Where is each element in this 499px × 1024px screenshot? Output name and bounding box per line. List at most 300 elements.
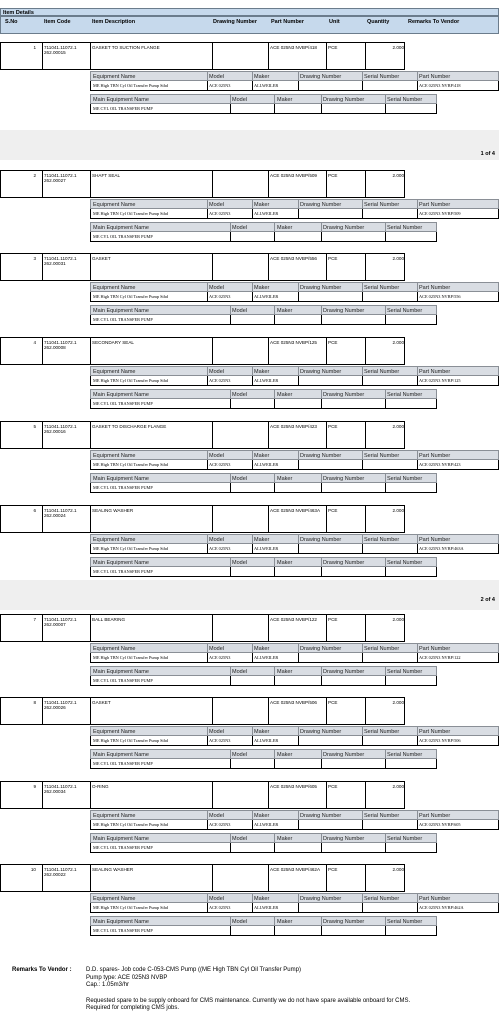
cell-divider xyxy=(42,43,43,69)
sub-header-drawing-number: Drawing Number xyxy=(300,285,342,291)
sub-header-drawing-number: Drawing Number xyxy=(300,369,342,375)
cell-divider xyxy=(417,644,418,652)
cell-divider xyxy=(385,834,386,842)
main-equipment-values xyxy=(90,483,437,493)
remarks-line: Requested spare to be supply onboard for CMS maintenance. Currently we do not have spare available onboard for CMS. xyxy=(86,998,411,1004)
item-row xyxy=(0,614,405,642)
sub-header-maker: Maker xyxy=(277,476,293,482)
cell-divider xyxy=(326,865,327,891)
equipment-part-number: ACE 025N3 NVBP/423 xyxy=(419,462,461,467)
sub-header-serial-number: Serial Number xyxy=(364,537,400,543)
sub-header-main-equipment-name: Main Equipment Name xyxy=(93,836,149,842)
sub-header-serial-number: Serial Number xyxy=(387,308,423,314)
main-equipment-header xyxy=(90,94,437,104)
cell-divider xyxy=(207,200,208,208)
cell-divider xyxy=(365,338,366,364)
cell-divider xyxy=(274,676,275,685)
sub-header-model: Model xyxy=(232,836,247,842)
cell-divider xyxy=(385,390,386,398)
cell-divider xyxy=(212,615,213,641)
main-equipment-name: ME CYL OIL TRANSFER PUMP xyxy=(93,845,153,850)
cell-divider xyxy=(326,422,327,448)
cell-divider xyxy=(326,698,327,724)
item-sno: 5 xyxy=(33,424,36,429)
cell-divider xyxy=(385,399,386,408)
cell-divider xyxy=(298,736,299,745)
sub-header-drawing-number: Drawing Number xyxy=(300,896,342,902)
main-equipment-name: ME CYL OIL TRANSFER PUMP xyxy=(93,317,153,322)
item-part-number: ACE 025N3 NVBP/122 xyxy=(270,617,317,622)
cell-divider xyxy=(90,698,91,724)
sub-header-part-number: Part Number xyxy=(419,537,451,543)
equipment-values xyxy=(90,903,499,913)
sub-header-maker: Maker xyxy=(277,392,293,398)
cell-divider xyxy=(417,544,418,553)
cell-divider xyxy=(362,81,363,90)
item-code: 711041.11072.1 262.00008 xyxy=(44,340,77,350)
equipment-model: ACE 025N3 xyxy=(209,546,231,551)
sub-header-drawing-number: Drawing Number xyxy=(323,97,365,103)
cell-divider xyxy=(274,926,275,935)
sub-header-part-number: Part Number xyxy=(419,646,451,652)
cell-divider xyxy=(207,460,208,469)
item-description: GASKET TO SUCTION FLANGE xyxy=(92,45,160,50)
equipment-part-number: ACE 025N3 NVBP/506 xyxy=(419,738,461,743)
cell-divider xyxy=(252,367,253,375)
main-equipment-name: ME CYL OIL TRANSFER PUMP xyxy=(93,761,153,766)
item-row xyxy=(0,505,405,533)
item-quantity: 2.000 xyxy=(392,256,404,261)
cell-divider xyxy=(90,782,91,808)
cell-divider xyxy=(230,926,231,935)
item-sno: 6 xyxy=(33,508,36,513)
cell-divider xyxy=(365,865,366,891)
sub-header-maker: Maker xyxy=(254,369,270,375)
sub-header-maker: Maker xyxy=(254,453,270,459)
cell-divider xyxy=(212,698,213,724)
item-quantity: 2.000 xyxy=(392,340,404,345)
sub-header-maker: Maker xyxy=(277,919,293,925)
cell-divider xyxy=(362,292,363,301)
item-sno: 3 xyxy=(33,256,36,261)
sub-header-maker: Maker xyxy=(254,202,270,208)
cell-divider xyxy=(252,644,253,652)
sub-header-maker: Maker xyxy=(254,285,270,291)
item-unit: PCE xyxy=(328,867,338,872)
cell-divider xyxy=(417,535,418,543)
item-description: GASKET TO DISCHARGE FLANGE xyxy=(92,424,167,429)
cell-divider xyxy=(362,544,363,553)
main-equipment-header xyxy=(90,749,437,759)
cell-divider xyxy=(207,820,208,829)
sub-header-part-number: Part Number xyxy=(419,896,451,902)
sub-header-model: Model xyxy=(209,646,224,652)
cell-divider xyxy=(252,283,253,291)
equipment-maker: ALLWEILER xyxy=(254,294,279,299)
item-part-number: ACE 025N3 NVBP/125 xyxy=(270,340,317,345)
cell-divider xyxy=(252,209,253,218)
sub-header-part-number: Part Number xyxy=(419,453,451,459)
item-sno: 9 xyxy=(33,784,36,789)
equipment-header xyxy=(90,366,499,376)
equipment-name: ME High TBN Cyl Oil Transfer Pump Sthd xyxy=(93,462,169,467)
cell-divider xyxy=(252,451,253,459)
sub-header-part-number: Part Number xyxy=(419,202,451,208)
sub-header-maker: Maker xyxy=(277,560,293,566)
cell-divider xyxy=(362,653,363,662)
cell-divider xyxy=(362,200,363,208)
sub-header-model: Model xyxy=(232,225,247,231)
cell-divider xyxy=(365,782,366,808)
cell-divider xyxy=(417,81,418,90)
cell-divider xyxy=(274,474,275,482)
cell-divider xyxy=(321,95,322,103)
cell-divider xyxy=(298,653,299,662)
main-equipment-subtable xyxy=(90,749,437,770)
cell-divider xyxy=(417,451,418,459)
cell-divider xyxy=(274,95,275,103)
equipment-header xyxy=(90,810,499,820)
sub-header-drawing-number: Drawing Number xyxy=(300,453,342,459)
cell-divider xyxy=(274,834,275,842)
equipment-part-number: ACE 025N3 NVBP/556 xyxy=(419,294,461,299)
main-equipment-values xyxy=(90,759,437,769)
item-unit: PCE xyxy=(328,700,338,705)
cell-divider xyxy=(274,750,275,758)
equipment-values xyxy=(90,653,499,663)
cell-divider xyxy=(252,820,253,829)
cell-divider xyxy=(321,917,322,925)
cell-divider xyxy=(385,104,386,113)
sub-header-serial-number: Serial Number xyxy=(364,896,400,902)
cell-divider xyxy=(90,43,91,69)
main-equipment-header xyxy=(90,222,437,232)
sub-header-equipment-name: Equipment Name xyxy=(93,202,136,208)
sub-header-model: Model xyxy=(232,560,247,566)
main-equipment-header xyxy=(90,305,437,315)
cell-divider xyxy=(230,676,231,685)
equipment-name: ME High TBN Cyl Oil Transfer Pump Sthd xyxy=(93,294,169,299)
sub-header-part-number: Part Number xyxy=(419,285,451,291)
sub-header-main-equipment-name: Main Equipment Name xyxy=(93,752,149,758)
remarks-line: Pump type: ACE 025N3 NVBP xyxy=(86,975,168,981)
main-equipment-header xyxy=(90,557,437,567)
equipment-values xyxy=(90,820,499,830)
cell-divider xyxy=(321,306,322,314)
item-sno: 8 xyxy=(33,700,36,705)
item-code: 711041.11072.1 262.00031 xyxy=(44,256,77,266)
cell-divider xyxy=(90,865,91,891)
cell-divider xyxy=(321,676,322,685)
cell-divider xyxy=(230,759,231,768)
cell-divider xyxy=(212,422,213,448)
item-row xyxy=(0,42,405,70)
cell-divider xyxy=(212,506,213,532)
cell-divider xyxy=(274,315,275,324)
item-row xyxy=(0,421,405,449)
item-sno: 2 xyxy=(33,173,36,178)
cell-divider xyxy=(298,72,299,80)
cell-divider xyxy=(321,558,322,566)
equipment-values xyxy=(90,81,499,91)
sub-header-model: Model xyxy=(209,729,224,735)
page-break xyxy=(0,580,499,610)
equipment-part-number: ACE 025N3 NVBP/509 xyxy=(419,211,461,216)
cell-divider xyxy=(42,254,43,280)
cell-divider xyxy=(298,544,299,553)
item-row xyxy=(0,337,405,365)
cell-divider xyxy=(252,72,253,80)
item-part-number: ACE 025N3 NVBP/506 xyxy=(270,700,317,705)
cell-divider xyxy=(207,367,208,375)
sub-header-maker: Maker xyxy=(277,669,293,675)
equipment-model: ACE 025N3 xyxy=(209,378,231,383)
cell-divider xyxy=(385,474,386,482)
item-part-number: ACE 025N3 NVBP/463A xyxy=(270,508,321,513)
cell-divider xyxy=(90,615,91,641)
cell-divider xyxy=(252,81,253,90)
main-equipment-values xyxy=(90,567,437,577)
sub-header-model: Model xyxy=(232,392,247,398)
cell-divider xyxy=(298,292,299,301)
sub-header-main-equipment-name: Main Equipment Name xyxy=(93,919,149,925)
cell-divider xyxy=(230,667,231,675)
equipment-header xyxy=(90,534,499,544)
sub-header-model: Model xyxy=(209,202,224,208)
sub-header-drawing-number: Drawing Number xyxy=(323,225,365,231)
cell-divider xyxy=(212,782,213,808)
cell-divider xyxy=(252,460,253,469)
item-sno: 4 xyxy=(33,340,36,345)
item-description: SECONDARY SEAL xyxy=(92,340,134,345)
sub-header-serial-number: Serial Number xyxy=(387,560,423,566)
cell-divider xyxy=(385,676,386,685)
cell-divider xyxy=(321,834,322,842)
cell-divider xyxy=(212,338,213,364)
equipment-header xyxy=(90,893,499,903)
cell-divider xyxy=(385,917,386,925)
cell-divider xyxy=(230,834,231,842)
item-row xyxy=(0,253,405,281)
item-quantity: 2.000 xyxy=(392,508,404,513)
sub-header-main-equipment-name: Main Equipment Name xyxy=(93,392,149,398)
cell-divider xyxy=(42,782,43,808)
sub-header-drawing-number: Drawing Number xyxy=(300,813,342,819)
sub-header-drawing-number: Drawing Number xyxy=(323,836,365,842)
cell-divider xyxy=(298,894,299,902)
equipment-maker: ALLWEILER xyxy=(254,378,279,383)
cell-divider xyxy=(321,483,322,492)
cell-divider xyxy=(298,644,299,652)
cell-divider xyxy=(230,399,231,408)
main-equipment-name: ME CYL OIL TRANSFER PUMP xyxy=(93,234,153,239)
cell-divider xyxy=(298,283,299,291)
col-quantity: Quantity xyxy=(367,19,390,25)
page-number: 1 of 4 xyxy=(480,151,495,157)
cell-divider xyxy=(42,698,43,724)
equipment-part-number: ACE 025N3 NVBP/462A xyxy=(419,905,464,910)
cell-divider xyxy=(362,460,363,469)
sub-header-serial-number: Serial Number xyxy=(364,646,400,652)
cell-divider xyxy=(274,483,275,492)
item-unit: PCE xyxy=(328,340,338,345)
sub-header-serial-number: Serial Number xyxy=(387,225,423,231)
equipment-header xyxy=(90,71,499,81)
cell-divider xyxy=(274,223,275,231)
cell-divider xyxy=(252,653,253,662)
cell-divider xyxy=(230,95,231,103)
cell-divider xyxy=(326,506,327,532)
main-equipment-name: ME CYL OIL TRANSFER PUMP xyxy=(93,569,153,574)
cell-divider xyxy=(207,644,208,652)
cell-divider xyxy=(417,72,418,80)
item-part-number: ACE 025N3 NVBP/509 xyxy=(270,173,317,178)
cell-divider xyxy=(230,483,231,492)
sub-header-drawing-number: Drawing Number xyxy=(323,392,365,398)
section-title: Item Details xyxy=(0,8,499,16)
cell-divider xyxy=(417,811,418,819)
cell-divider xyxy=(212,43,213,69)
cell-divider xyxy=(207,535,208,543)
item-quantity: 2.000 xyxy=(392,700,404,705)
col-item-code: Item Code xyxy=(44,19,71,25)
cell-divider xyxy=(268,698,269,724)
item-description: SHAFT SEAL xyxy=(92,173,120,178)
cell-divider xyxy=(362,727,363,735)
equipment-part-number: ACE 025N3 NVBP/418 xyxy=(419,83,461,88)
cell-divider xyxy=(42,171,43,197)
sub-header-model: Model xyxy=(209,537,224,543)
cell-divider xyxy=(274,232,275,241)
sub-header-drawing-number: Drawing Number xyxy=(323,919,365,925)
item-code: 711041.11072.1 262.00016 xyxy=(44,424,77,434)
cell-divider xyxy=(230,750,231,758)
sub-header-model: Model xyxy=(209,74,224,80)
cell-divider xyxy=(252,894,253,902)
cell-divider xyxy=(321,390,322,398)
item-part-number: ACE 025N3 NVBP/418 xyxy=(270,45,317,50)
sub-header-drawing-number: Drawing Number xyxy=(300,537,342,543)
main-equipment-values xyxy=(90,104,437,114)
cell-divider xyxy=(298,81,299,90)
item-part-number: ACE 025N3 NVBP/556 xyxy=(270,256,317,261)
cell-divider xyxy=(230,474,231,482)
item-part-number: ACE 025N3 NVBP/605 xyxy=(270,784,317,789)
equipment-model: ACE 025N3 xyxy=(209,655,231,660)
cell-divider xyxy=(417,376,418,385)
cell-divider xyxy=(321,926,322,935)
cell-divider xyxy=(298,451,299,459)
equipment-maker: ALLWEILER xyxy=(254,546,279,551)
sub-header-model: Model xyxy=(232,669,247,675)
sub-header-maker: Maker xyxy=(254,646,270,652)
item-sno: 1 xyxy=(33,45,36,50)
cell-divider xyxy=(298,376,299,385)
cell-divider xyxy=(274,306,275,314)
sub-header-drawing-number: Drawing Number xyxy=(300,646,342,652)
sub-header-maker: Maker xyxy=(277,836,293,842)
cell-divider xyxy=(212,254,213,280)
col-unit: Unit xyxy=(329,19,340,25)
col-drawing: Drawing Number xyxy=(213,19,258,25)
sub-header-equipment-name: Equipment Name xyxy=(93,74,136,80)
sub-header-maker: Maker xyxy=(254,537,270,543)
equipment-model: ACE 025N3 xyxy=(209,462,231,467)
cell-divider xyxy=(252,544,253,553)
cell-divider xyxy=(321,232,322,241)
equipment-maker: ALLWEILER xyxy=(254,905,279,910)
equipment-values xyxy=(90,544,499,554)
cell-divider xyxy=(385,306,386,314)
cell-divider xyxy=(42,506,43,532)
cell-divider xyxy=(365,506,366,532)
sub-header-serial-number: Serial Number xyxy=(364,202,400,208)
equipment-part-number: ACE 025N3 NVBP/125 xyxy=(419,378,461,383)
sub-header-equipment-name: Equipment Name xyxy=(93,369,136,375)
equipment-name: ME High TBN Cyl Oil Transfer Pump Sthd xyxy=(93,546,169,551)
equipment-subtable xyxy=(90,893,499,914)
cell-divider xyxy=(207,451,208,459)
main-equipment-header xyxy=(90,389,437,399)
cell-divider xyxy=(274,558,275,566)
page-number: 2 of 4 xyxy=(480,597,495,603)
cell-divider xyxy=(230,843,231,852)
remarks-label: Remarks To Vendor : xyxy=(12,967,72,973)
cell-divider xyxy=(321,667,322,675)
item-row xyxy=(0,781,405,809)
sub-header-model: Model xyxy=(209,369,224,375)
sub-header-drawing-number: Drawing Number xyxy=(300,202,342,208)
cell-divider xyxy=(417,903,418,912)
sub-header-main-equipment-name: Main Equipment Name xyxy=(93,476,149,482)
main-equipment-header xyxy=(90,666,437,676)
item-code: 711041.11072.1 262.00034 xyxy=(44,784,77,794)
equipment-subtable xyxy=(90,726,499,747)
sub-header-maker: Maker xyxy=(254,813,270,819)
cell-divider xyxy=(90,506,91,532)
cell-divider xyxy=(230,917,231,925)
sub-header-part-number: Part Number xyxy=(419,729,451,735)
sub-header-model: Model xyxy=(209,453,224,459)
main-equipment-name: ME CYL OIL TRANSFER PUMP xyxy=(93,401,153,406)
cell-divider xyxy=(385,750,386,758)
equipment-name: ME High TBN Cyl Oil Transfer Pump Sthd xyxy=(93,378,169,383)
main-equipment-name: ME CYL OIL TRANSFER PUMP xyxy=(93,106,153,111)
cell-divider xyxy=(252,727,253,735)
cell-divider xyxy=(321,315,322,324)
equipment-part-number: ACE 025N3 NVBP/605 xyxy=(419,822,461,827)
item-unit: PCE xyxy=(328,424,338,429)
cell-divider xyxy=(385,843,386,852)
equipment-model: ACE 025N3 xyxy=(209,83,231,88)
cell-divider xyxy=(385,232,386,241)
cell-divider xyxy=(298,460,299,469)
cell-divider xyxy=(274,843,275,852)
item-unit: PCE xyxy=(328,617,338,622)
cell-divider xyxy=(417,283,418,291)
cell-divider xyxy=(385,95,386,103)
cell-divider xyxy=(207,727,208,735)
main-equipment-subtable xyxy=(90,389,437,410)
item-description: GASKET xyxy=(92,256,111,261)
cell-divider xyxy=(362,451,363,459)
cell-divider xyxy=(321,104,322,113)
cell-divider xyxy=(321,399,322,408)
main-equipment-subtable xyxy=(90,666,437,687)
cell-divider xyxy=(207,292,208,301)
equipment-part-number: ACE 025N3 NVBP/463A xyxy=(419,546,464,551)
cell-divider xyxy=(230,104,231,113)
